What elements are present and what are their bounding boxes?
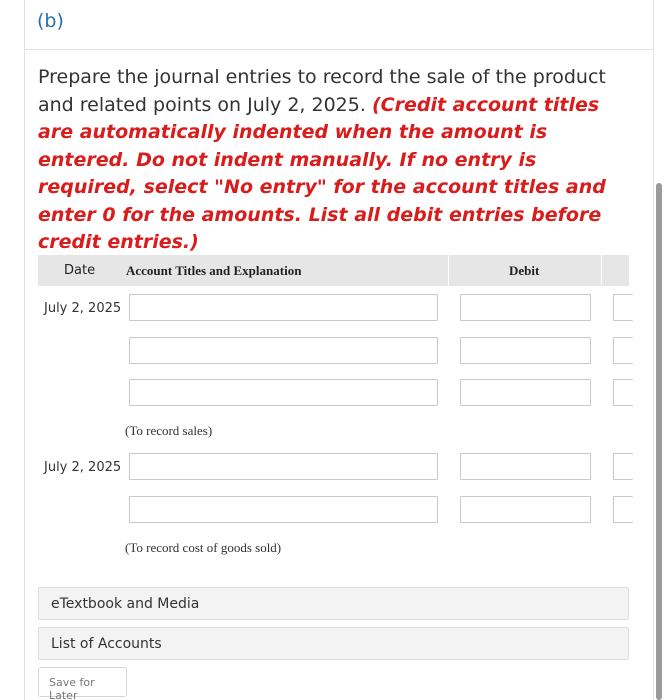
journal-table-header: [38, 255, 629, 286]
credit-amount-input[interactable]: [613, 337, 633, 364]
account-title-input[interactable]: [129, 294, 438, 321]
debit-amount-input[interactable]: [460, 453, 591, 480]
entry-date: July 2, 2025: [44, 460, 122, 475]
entry-explanation: (To record sales): [125, 423, 213, 438]
credit-amount-input[interactable]: [613, 294, 633, 321]
scrollbar-thumb[interactable]: [656, 183, 662, 700]
instructions-note: (Credit account titles are automatically indented when the amount is entered. Do not indent manually. If no entry is required, select "No entry" for the account titles and enter 0 for the amounts. List all debit entries before credit entries.): [38, 93, 606, 253]
debit-amount-input[interactable]: [460, 496, 591, 523]
credit-amount-input[interactable]: [613, 379, 633, 406]
list-of-accounts-link[interactable]: [38, 627, 629, 660]
instructions-text: Prepare the journal entries to record the sale of the product and related points on July 2, 2025.: [38, 66, 606, 116]
date-column-header: Date: [64, 263, 96, 278]
save-for-later-label: Save for Later: [49, 676, 95, 700]
etextbook-media-label: eTextbook and Media: [51, 596, 200, 612]
account-title-input[interactable]: [129, 496, 438, 523]
entry-date: July 2, 2025: [44, 301, 122, 316]
column-separator: [448, 255, 449, 286]
etextbook-media-link[interactable]: [38, 587, 629, 620]
debit-amount-input[interactable]: [460, 337, 591, 364]
account-column-header: Account Titles and Explanation: [126, 263, 302, 278]
entry-explanation: (To record cost of goods sold): [125, 540, 282, 555]
debit-amount-input[interactable]: [460, 294, 591, 321]
part-header: [24, 0, 654, 50]
column-separator: [601, 255, 602, 286]
credit-amount-input[interactable]: [613, 453, 633, 480]
debit-column-header: Debit: [509, 263, 540, 278]
account-title-input[interactable]: [129, 453, 438, 480]
account-title-input[interactable]: [129, 379, 438, 406]
account-title-input[interactable]: [129, 337, 438, 364]
debit-amount-input[interactable]: [460, 379, 591, 406]
credit-amount-input[interactable]: [613, 496, 633, 523]
instructions: [38, 64, 638, 257]
part-label: (b): [37, 10, 64, 32]
save-for-later-button[interactable]: [38, 667, 127, 700]
list-of-accounts-label: List of Accounts: [51, 636, 162, 652]
